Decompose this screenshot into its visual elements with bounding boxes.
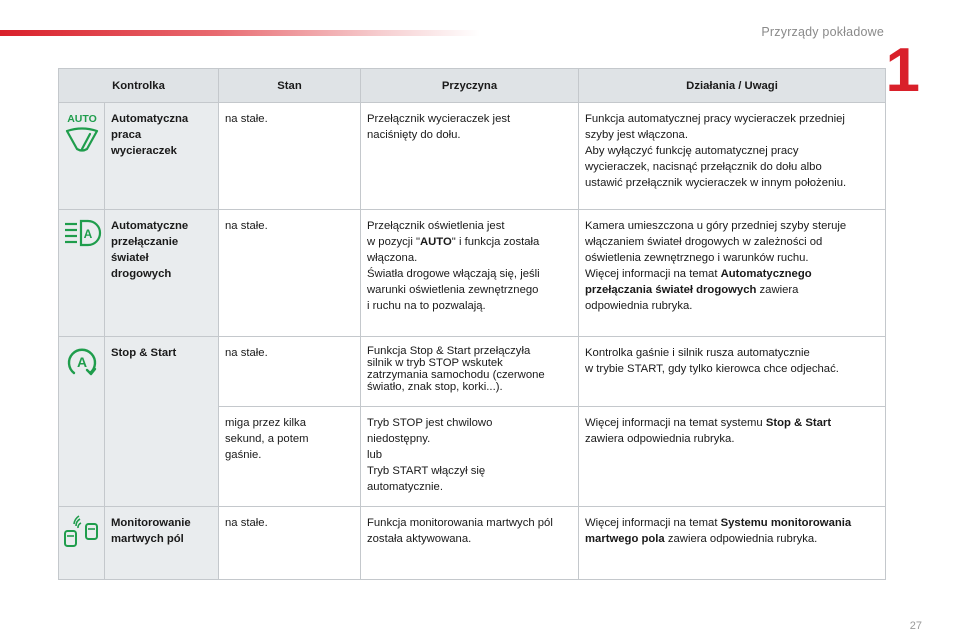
- blind-spot-icon: [62, 515, 102, 549]
- light-name: Stop & Start: [105, 337, 219, 507]
- light-notes: Więcej informacji na temat Systemu monitorowania martwego pola zawiera odpowiednia rubryka.: [579, 507, 886, 580]
- light-name: Automatyczne przełączanie świateł drogowych: [105, 210, 219, 337]
- table-row: [59, 337, 886, 407]
- light-state: na stałe.: [219, 103, 361, 210]
- header-accent-bar: [0, 30, 480, 36]
- light-state: miga przez kilka sekund, a potem gaśnie.: [219, 407, 361, 507]
- light-state: na stałe.: [219, 210, 361, 337]
- column-header-stan: Stan: [219, 69, 361, 103]
- light-notes: Funkcja automatycznej pracy wycieraczek przedniej szyby jest włączona. Aby wyłączyć funkcję automatycznej pracy wycieraczek, nacisnąć przełącznik do dołu albo ustawić przełącznik wycieraczek w innym położeniu.: [579, 103, 886, 210]
- table-header-row: [59, 69, 886, 103]
- stop-start-icon: [64, 345, 100, 379]
- light-cause: Przełącznik wycieraczek jest naciśnięty do dołu.: [361, 103, 579, 210]
- light-state: na stałe.: [219, 507, 361, 580]
- light-cause: Funkcja Stop & Start przełączyła silnik w tryb STOP wskutek zatrzymania samochodu (czerwone światło, znak stop, korki...).: [361, 337, 579, 407]
- table-row: [59, 507, 886, 580]
- column-header-kontrolka: Kontrolka: [59, 69, 219, 103]
- table-row: [59, 210, 886, 337]
- light-cause: Tryb STOP jest chwilowo niedostępny. lub Tryb START włączył się automatycznie.: [361, 407, 579, 507]
- light-name: Automatyczna praca wycieraczek: [105, 103, 219, 210]
- light-notes: Kamera umieszczona u góry przedniej szyby steruje włączaniem świateł drogowych w zależności od oświetlenia zewnętrznego i warunków ruchu. Więcej informacji na temat Automatycznego przełączania świateł drogowych zawiera odpowiednia rubryka.: [579, 210, 886, 337]
- icon-cell: [59, 507, 105, 580]
- light-notes: Więcej informacji na temat systemu Stop & Start zawiera odpowiednia rubryka.: [579, 407, 886, 507]
- auto-headlights-icon: [62, 218, 102, 248]
- svg-text:AUTO: AUTO: [66, 113, 97, 125]
- icon-cell: [59, 337, 105, 507]
- light-cause: Przełącznik oświetlenia jest w pozycji "AUTO" i funkcja została włączona. Światła drogowe włączają się, jeśli warunki oświetlenia zewnętrznego i ruchu na to pozwalają.: [361, 210, 579, 337]
- section-title: Przyrządy pokładowe: [761, 25, 884, 39]
- light-state: na stałe.: [219, 337, 361, 407]
- light-name: Monitorowanie martwych pól: [105, 507, 219, 580]
- table-row: [59, 103, 886, 210]
- icon-cell: [59, 103, 105, 210]
- light-cause: Funkcja monitorowania martwych pól została aktywowana.: [361, 507, 579, 580]
- column-header-przyczyna: Przyczyna: [361, 69, 579, 103]
- svg-text:A: A: [83, 227, 92, 241]
- page-number: 27: [909, 620, 922, 632]
- light-notes: Kontrolka gaśnie i silnik rusza automatycznie w trybie START, gdy tylko kierowca chce odjechać.: [579, 337, 886, 407]
- svg-text:A: A: [76, 354, 87, 370]
- chapter-number: 1: [885, 36, 920, 105]
- icon-cell: [59, 210, 105, 337]
- warning-lights-table: [58, 68, 886, 580]
- column-header-dzialania: Działania / Uwagi: [579, 69, 886, 103]
- auto-wiper-icon: [62, 111, 102, 155]
